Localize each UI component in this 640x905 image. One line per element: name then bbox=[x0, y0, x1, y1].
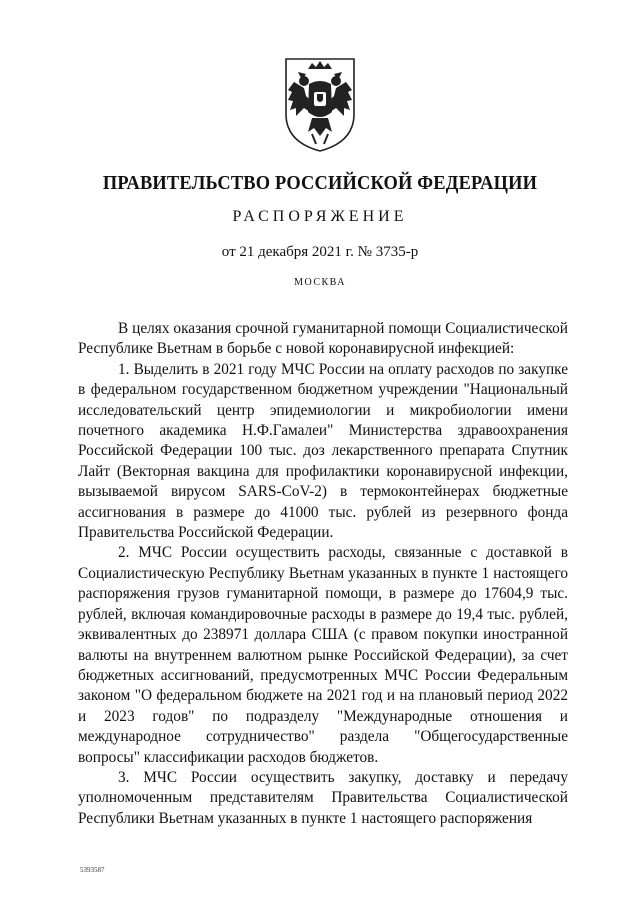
document-date-number: от 21 декабря 2021 г. № 3735-р bbox=[221, 244, 419, 260]
coat-of-arms-emblem bbox=[282, 56, 358, 154]
document-code: 5393587 bbox=[80, 866, 105, 874]
document-city: МОСКВА bbox=[294, 277, 346, 288]
russian-coat-of-arms-icon bbox=[282, 56, 358, 154]
paragraph-preamble: В целях оказания срочной гуманитарной помощи Социалистической Республике Вьетнам в борьбе с новой коронавирусной инфекцией: bbox=[78, 320, 568, 358]
document-type: РАСПОРЯЖЕНИЕ bbox=[232, 208, 408, 225]
paragraph-item-2: 2. МЧС России осуществить расходы, связанные с доставкой в Социалистическую Республику Вьетнам указанных в пункте 1 настоящего распоряжения грузов гуманитарной помощи, в размере до 17604,9 тыс. рублей, включая командировочные расходы в размере до 19,4 тыс. рублей, эквивалентных до 238971 доллара США (с правом покупки иностранной валюты на внутреннем валютном рынке Российской Федерации), за счет бюджетных ассигнований, предусмотренных МЧС России Федеральным законом "О федеральном бюджете на 2021 год и на плановый период 2022 и 2023 годов" по подразделу "Международные отношения и международное сотрудничество" раздела "Общегосударственные вопросы" классификации расходов бюджетов. bbox=[78, 544, 568, 766]
paragraph-item-1: 1. Выделить в 2021 году МЧС России на оплату расходов по закупке в федеральном государственном бюджетном учреждении "Национальный исследовательский центр эпидемиологии и микробиологии имени почетного академика Н.Ф.Гамалеи" Министерства здравоохранения Российской Федерации 100 тыс. доз лекарственного препарата Спутник Лайт (Векторная вакцина для профилактики коронавирусной инфекции, вызываемой вирусом SARS-CoV-2) в термоконтейнерах бюджетные ассигнования в размере до 41000 тыс. рублей из резервного фонда Правительства Российской Федерации. bbox=[78, 360, 568, 542]
document-body bbox=[78, 319, 568, 829]
paragraph-item-3: 3. МЧС России осуществить закупку, доставку и передачу уполномоченным представителям Правительства Социалистической Республики Вьетнам указанных в пункте 1 настоящего распоряжения bbox=[78, 768, 568, 827]
government-title: ПРАВИТЕЛЬСТВО РОССИЙСКОЙ ФЕДЕРАЦИИ bbox=[102, 172, 538, 194]
